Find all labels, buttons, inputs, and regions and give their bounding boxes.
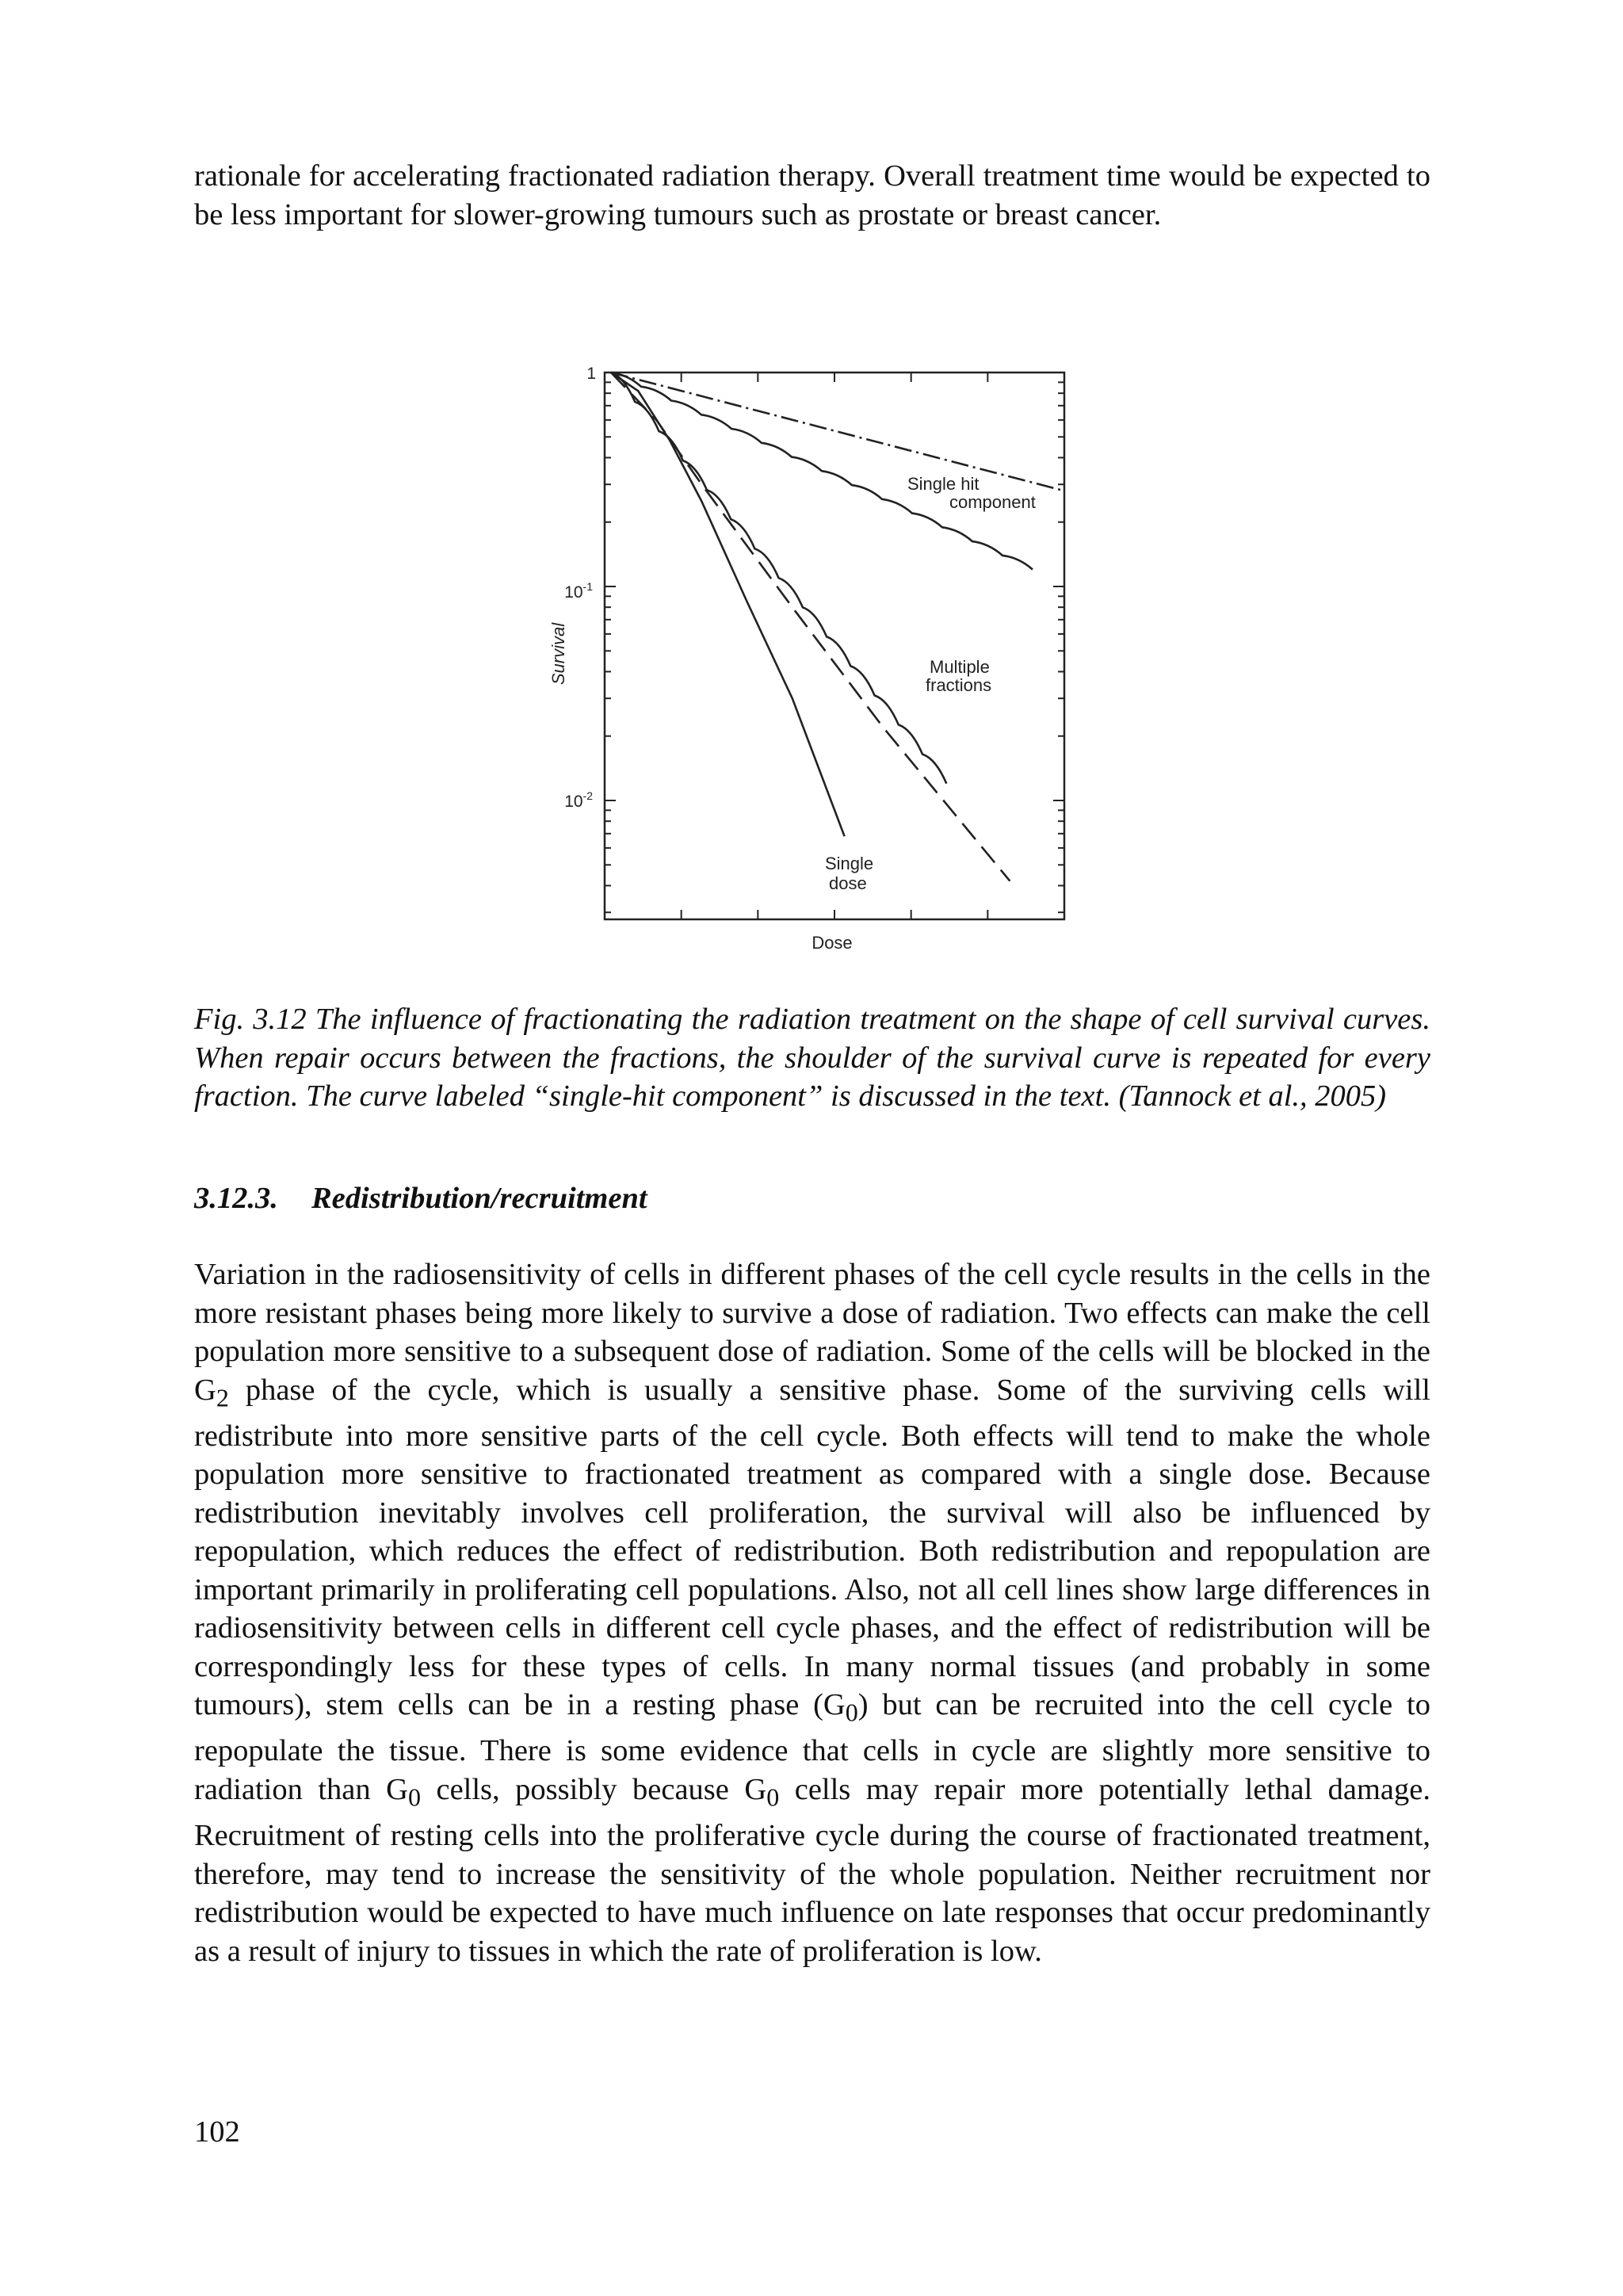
y-tick-label-1: 1: [586, 365, 596, 383]
series-single-dose: [611, 372, 845, 836]
series-multiple-fractions-wide-spacing: [611, 372, 1033, 570]
section-title: Redistribution/recruitment: [311, 1182, 647, 1215]
y-tick-label-2: $10^{-1}$: [564, 580, 593, 602]
series-single-hit-component: [611, 372, 1064, 491]
series-multiple-fractions: [611, 372, 946, 784]
body-paragraph: Variation in the radiosensitivity of cells in different phases of the cell cycle results in the cells in the more resistant phases being more likely to survive a dose of radiation. Two effects can make the cell population more sensitive to a subsequent dose of radiation. Some of the cells will be blocked in the $G_2$ phase of the cycle, which is usually a sensitive phase. Some of the surviving cells will redistribute into more sensitive parts of the cell cycle. Both effects will tend to make the whole population more sensitive to fractionated treatment as compared with a single dose. Because redistribution inevitably involves cell proliferation, the survival will also be influenced by repopulation, which reduces the effect of redistribution. Both redistribution and repopulation are important primarily in proliferating cell populations. Also, not all cell lines show large differences in radiosensitivity between cells in different cell cycle phases, and the effect of redistribution will be correspondingly less for these types of cells. In many normal tissues (and probably in some tumours), stem cells can be in a resting phase $(G_0)$ but can be recruited into the cell cycle to repopulate the tissue. There is some evidence that cells in cycle are slightly more sensitive to radiation than $G_0$ cells, possibly because $G_0$ cells may repair more potentially lethal damage. Recruitment of resting cells into the proliferative cycle during the course of fractionated treatment, therefore, may tend to increase the sensitivity of the whole population. Neither recruitment nor redistribution would be expected to have much influence on late responses that occur predominantly as a result of injury to tissues in which the rate of proliferation is low.: [194, 1258, 1430, 1968]
label-single-dose: Single dose: [825, 854, 874, 893]
figure-caption: Fig. 3.12 The influence of fractionating the radiation treatment on the shape of cell survival curves. When repair occurs between the fractions, the shoulder of the survival curve is repeated for every fraction. The curve labeled “single-hit component” is discussed in the text. (Tannock et al., 2005): [194, 1003, 1430, 1113]
survival-curves: [611, 372, 1064, 881]
intro-paragraph: rationale for accelerating fractionated radiation therapy. Overall treatment time would be expected to be less important for slower-growing tumours such as prostate or breast cancer.: [194, 159, 1430, 231]
plot-frame: [605, 372, 1064, 919]
survival-curve-figure: [523, 349, 1078, 959]
section-number: 3.12.3.: [194, 1182, 278, 1215]
x-axis-label: Dose: [812, 933, 853, 953]
y-axis-label: Survival: [548, 622, 568, 686]
label-single-hit-component: Single hit component: [907, 474, 1036, 512]
axis-ticks: [605, 372, 1064, 919]
series-multiple-fractions-dashed-envelope: [611, 372, 1010, 881]
section-heading: [194, 1181, 647, 1216]
page-number: 102: [194, 2115, 240, 2149]
y-tick-label-3: $10^{-2}$: [564, 789, 593, 811]
label-multiple-fractions: Multiple fractions: [926, 657, 992, 695]
